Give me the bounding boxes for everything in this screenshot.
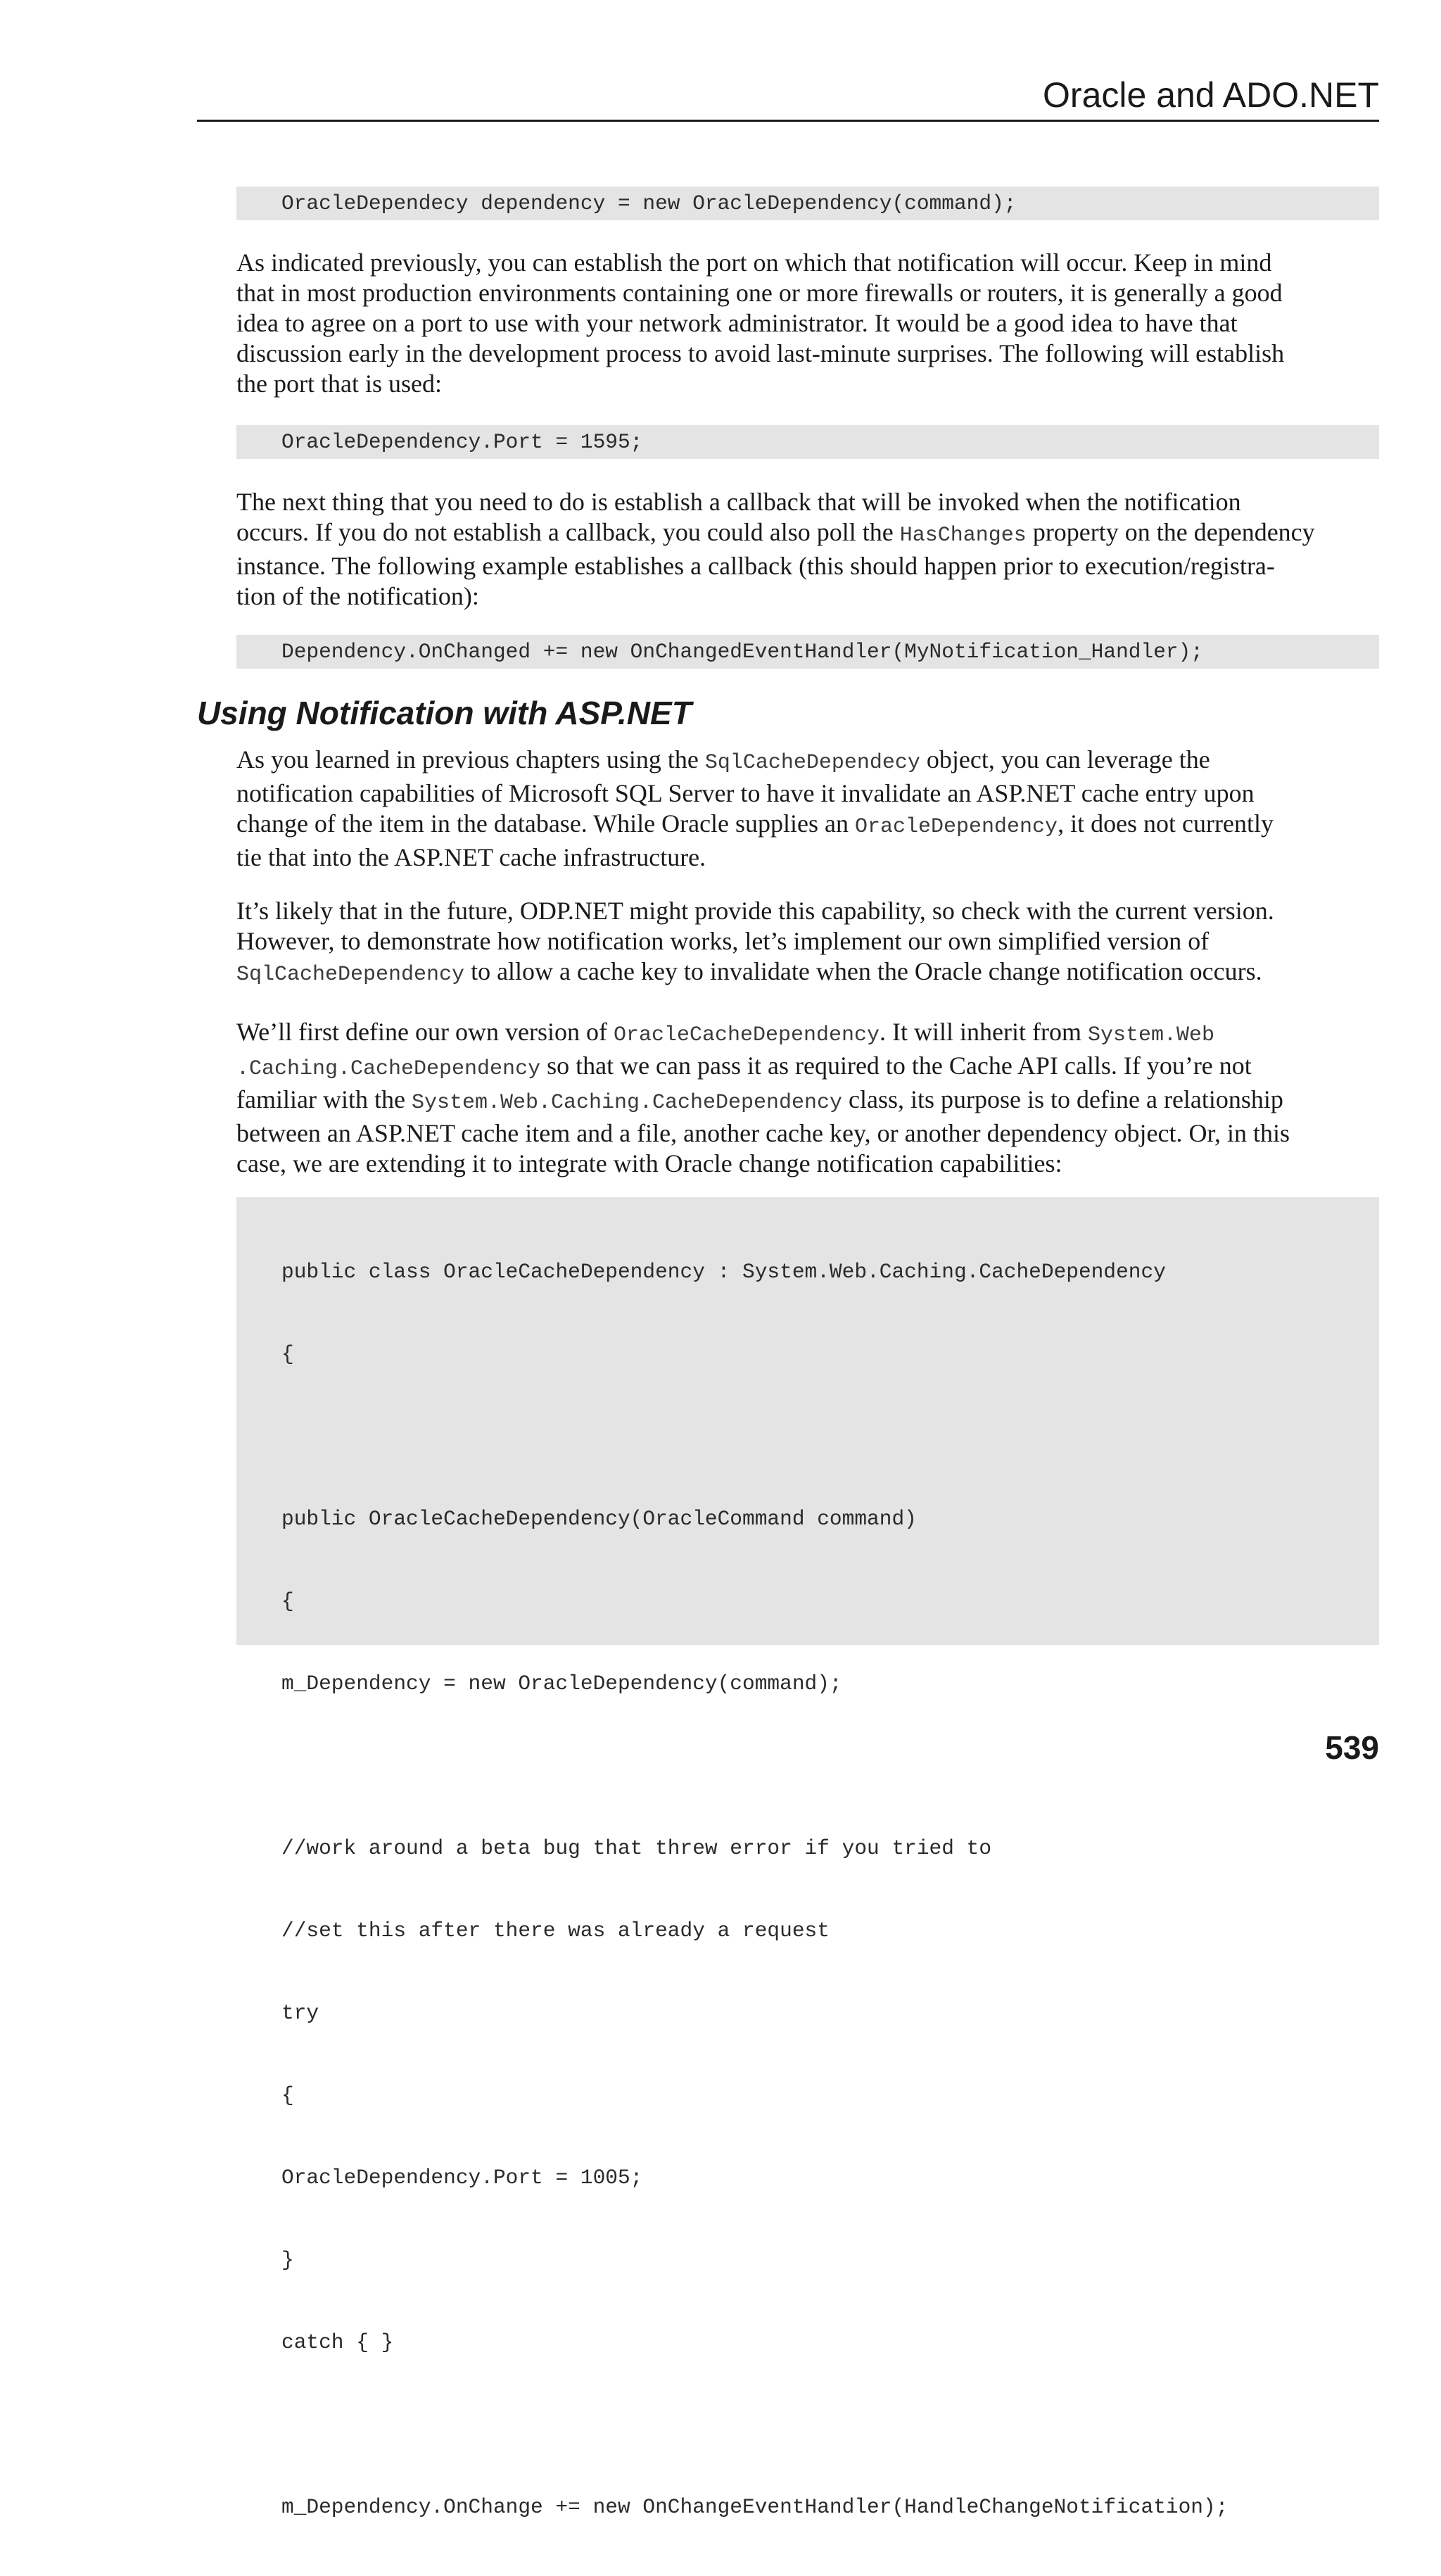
text-segment: object, you can leverage the	[920, 745, 1210, 774]
text-line	[236, 956, 1390, 990]
text-line: discussion early in the development process to avoid last-minute surprises. The following will establish	[236, 339, 1285, 367]
text-line	[236, 745, 1390, 778]
text-line: notification capabilities of Microsoft SQL Server to have it invalidate an ASP.NET cache entry upon	[236, 779, 1255, 807]
code-line	[281, 2411, 1379, 2439]
text-line: the port that is used:	[236, 370, 442, 398]
inline-code: HasChanges	[899, 524, 1027, 548]
paragraph-aspnet-notification	[236, 745, 1390, 873]
text-line	[236, 1017, 1390, 1051]
header-rule	[197, 120, 1379, 122]
code-line: public OracleCacheDependency(OracleCommand command)	[281, 1507, 917, 1531]
inline-code: .Caching.CacheDependency	[236, 1057, 541, 1081]
text-segment: We’ll first define our own version of	[236, 1018, 614, 1046]
text-line	[236, 809, 1390, 842]
text-segment: . It will inherit from	[880, 1018, 1088, 1046]
code-line: public class OracleCacheDependency : System.Web.Caching.CacheDependency	[281, 1260, 1166, 1284]
text-segment: occurs. If you do not establish a callback, you could also poll the	[236, 518, 900, 546]
text-line: between an ASP.NET cache item and a file, another cache key, or another dependency object. Or, in this	[236, 1119, 1290, 1147]
code-line: {	[281, 1342, 294, 1366]
inline-code: OracleDependency	[855, 815, 1058, 839]
code-block-port: OracleDependency.Port = 1595;	[236, 425, 1379, 459]
text-segment: so that we can pass it as required to the Cache API calls. If you’re not	[540, 1052, 1252, 1080]
text-line: idea to agree on a port to use with your network administrator. It would be a good idea to have that	[236, 309, 1238, 337]
text-line	[236, 517, 1390, 551]
inline-code: SqlCacheDependecy	[704, 751, 920, 775]
running-head: Oracle and ADO.NET	[1043, 75, 1379, 115]
code-line	[281, 1423, 1379, 1451]
text-line: The next thing that you need to do is establish a callback that will be invoked when the notification	[236, 488, 1241, 516]
text-line: It’s likely that in the future, ODP.NET might provide this capability, so check with the current version.	[236, 897, 1274, 925]
text-segment: As you learned in previous chapters using the	[236, 745, 705, 774]
text-segment: to allow a cache key to invalidate when the Oracle change notification occurs.	[464, 957, 1262, 985]
inline-code: OracleCacheDependency	[613, 1023, 880, 1047]
inline-code: SqlCacheDependency	[236, 963, 465, 987]
section-heading: Using Notification with ASP.NET	[197, 695, 692, 731]
code-line: //set this after there was already a request	[281, 1919, 830, 1943]
text-line	[236, 1051, 1390, 1085]
text-segment: class, its purpose is to define a relationship	[842, 1085, 1283, 1113]
inline-code: System.Web	[1087, 1023, 1215, 1047]
code-line: OracleDependency.Port = 1005;	[281, 2166, 643, 2190]
text-segment: property on the dependency	[1026, 518, 1315, 546]
page-number: 539	[1325, 1729, 1379, 1766]
paragraph-callback	[236, 487, 1390, 612]
code-line: //work around a beta bug that threw error if you tried to	[281, 1836, 992, 1860]
code-line: {	[281, 1589, 294, 1613]
text-line: tie that into the ASP.NET cache infrastructure.	[236, 843, 706, 871]
paragraph-oracle-cache-dependency	[236, 1017, 1390, 1179]
inline-code: System.Web.Caching.CacheDependency	[411, 1091, 843, 1115]
text-line: instance. The following example establishes a callback (this should happen prior to execution/registra-	[236, 552, 1275, 580]
text-line: However, to demonstrate how notification works, let’s implement our own simplified version of	[236, 927, 1210, 955]
code-line: try	[281, 2001, 319, 2025]
code-block-dependency: OracleDependecy dependency = new OracleDependency(command);	[236, 187, 1379, 220]
code-line: {	[281, 2083, 294, 2107]
text-line: As indicated previously, you can establish the port on which that notification will occur. Keep in mind	[236, 248, 1272, 277]
text-line: that in most production environments containing one or more firewalls or routers, it is generally a good	[236, 279, 1283, 307]
code-line: catch { }	[281, 2330, 394, 2354]
text-line: case, we are extending it to integrate with Oracle change notification capabilities:	[236, 1149, 1062, 1177]
paragraph-port-intro	[236, 248, 1390, 399]
text-line: tion of the notification):	[236, 582, 479, 610]
text-line	[236, 1085, 1390, 1118]
text-segment: change of the item in the database. While Oracle supplies an	[236, 809, 856, 838]
code-line: }	[281, 2248, 294, 2272]
code-line: m_Dependency = new OracleDependency(command);	[281, 1672, 842, 1696]
code-line: m_Dependency.OnChange += new OnChangeEventHandler(HandleChangeNotification);	[281, 2495, 1229, 2519]
text-segment: familiar with the	[236, 1085, 412, 1113]
code-block-callback: Dependency.OnChanged += new OnChangedEventHandler(MyNotification_Handler);	[236, 635, 1379, 669]
paragraph-odp-future	[236, 896, 1390, 990]
text-segment: , it does not currently	[1058, 809, 1274, 838]
